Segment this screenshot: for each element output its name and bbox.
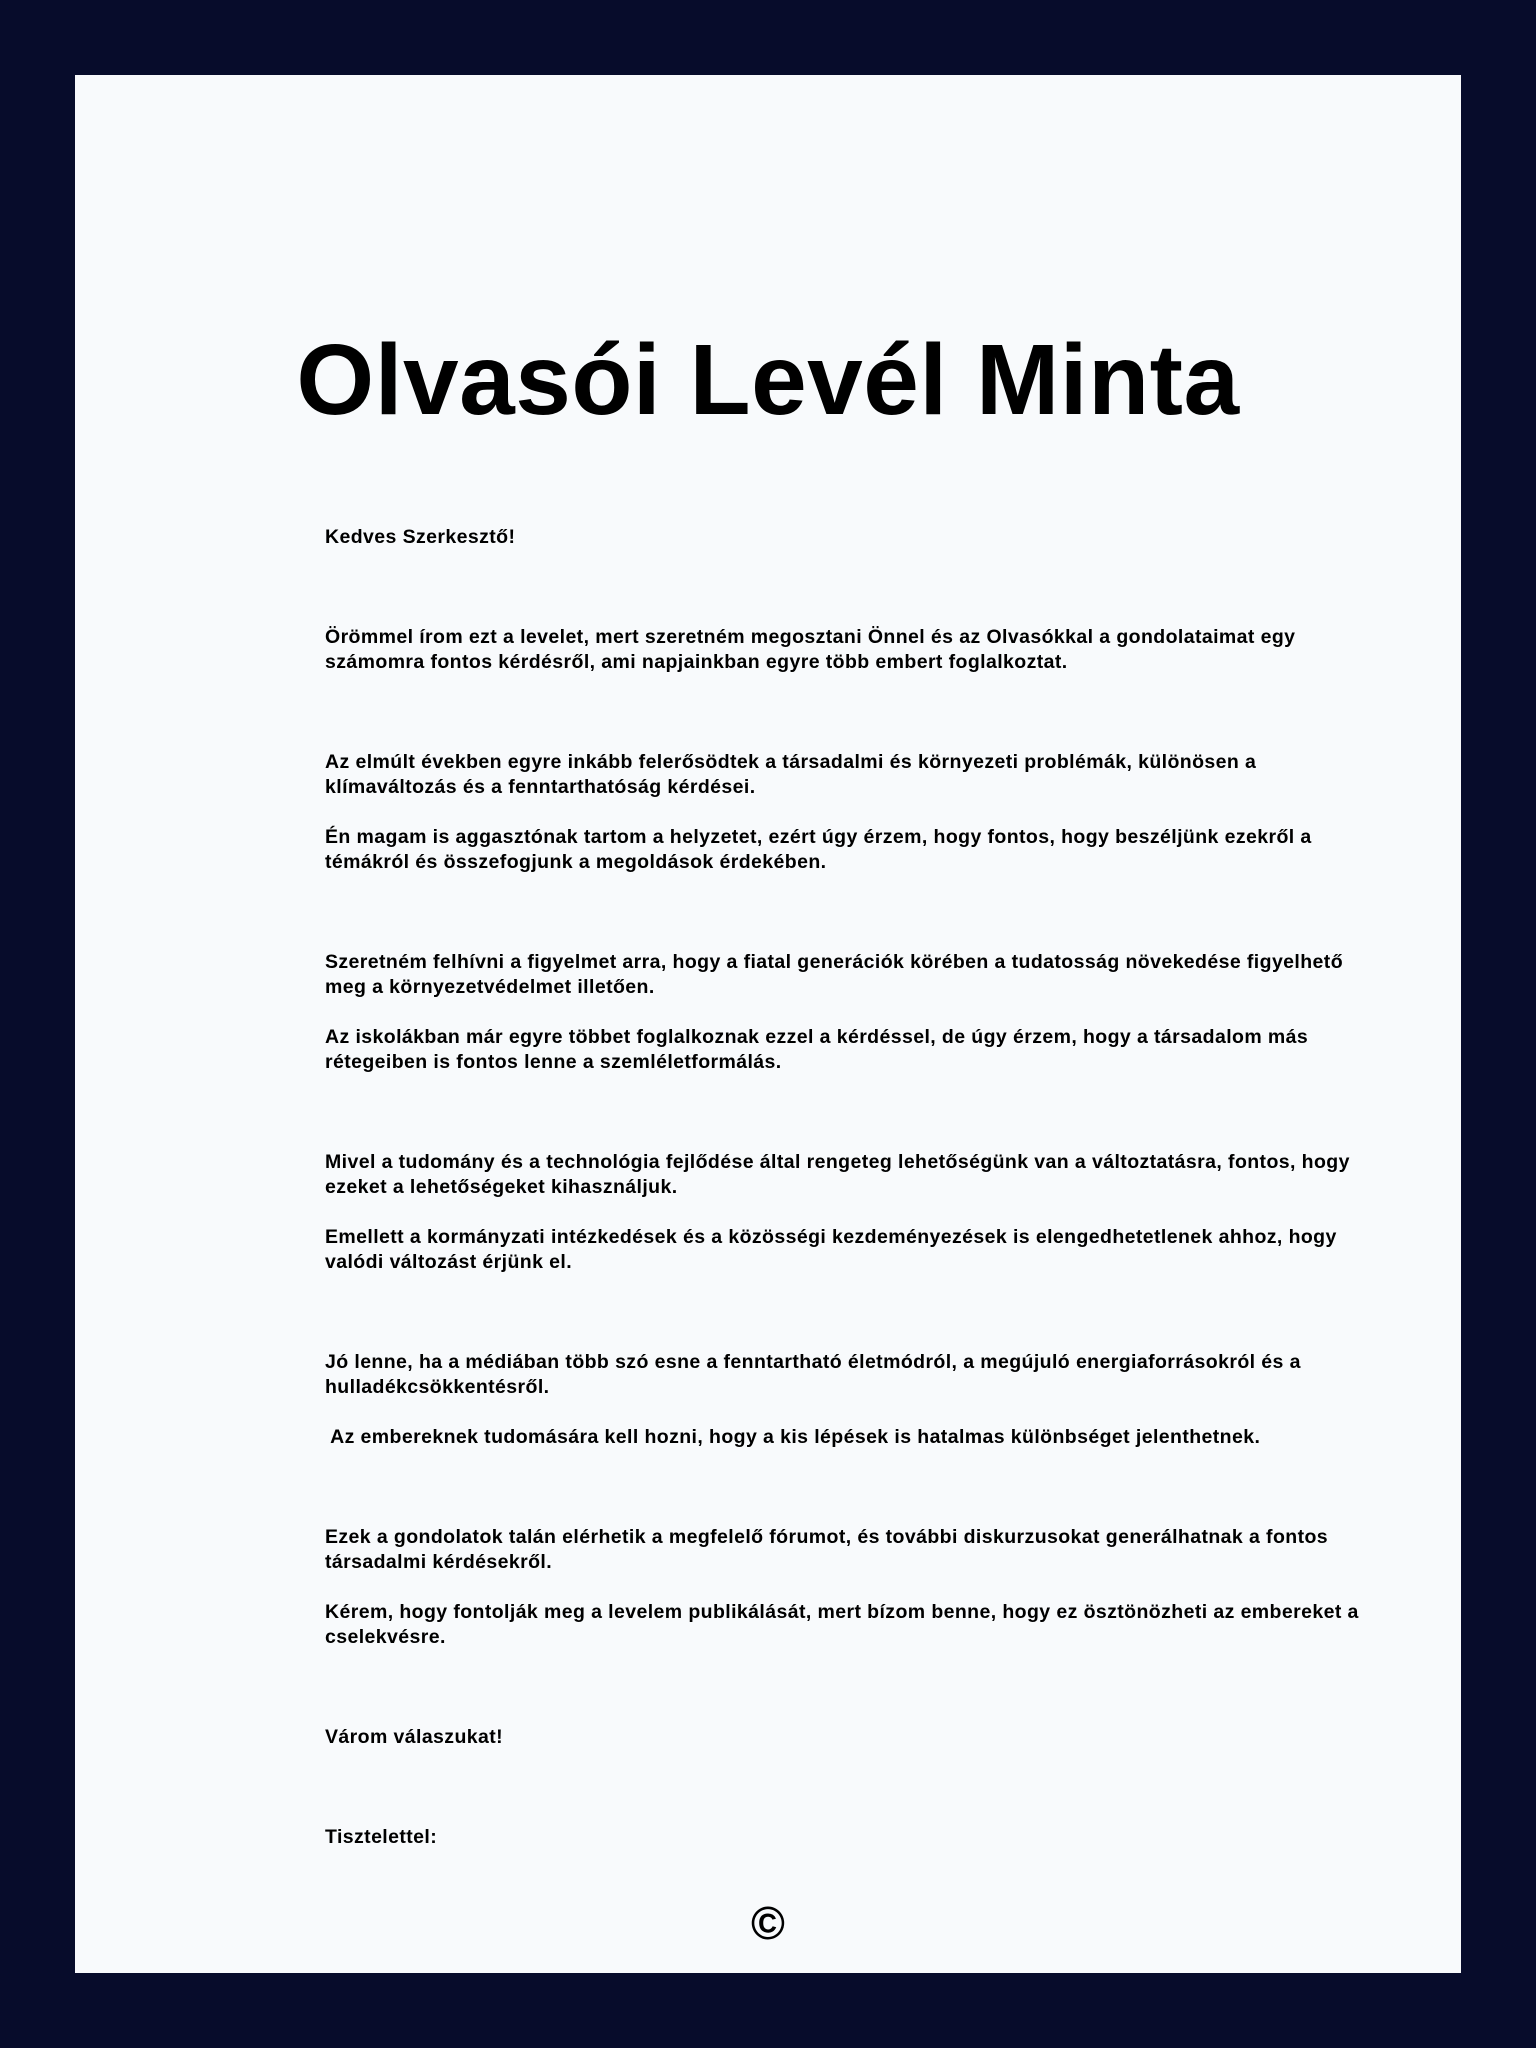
copyright-footer bbox=[75, 1897, 1461, 1949]
letter-paragraph: Én magam is aggasztónak tartom a helyzetet, ezért úgy érzem, hogy fontos, hogy beszéljünk ezekről a témákról és összefogjunk a megoldások érdekében. bbox=[325, 826, 1312, 873]
letter-paragraph: Szeretném felhívni a figyelmet arra, hogy a fiatal generációk körében a tudatosság növekedése figyelhető meg a környezetvédelmet illetően. bbox=[325, 951, 1344, 998]
letter-greeting: Kedves Szerkesztő! bbox=[325, 526, 516, 548]
letter-page bbox=[75, 75, 1461, 1973]
page-title: Olvasói Levél Minta bbox=[296, 324, 1240, 436]
letter-paragraph: Ezek a gondolatok talán elérhetik a megfelelő fórumot, és további diskurzusokat generálhatnak a fontos társadalmi kérdésekről. bbox=[325, 1526, 1329, 1573]
letter-closing: Várom válaszukat! bbox=[325, 1726, 504, 1748]
letter-paragraph: Az iskolákban már egyre többet foglalkoznak ezzel a kérdéssel, de úgy érzem, hogy a társadalom más rétegeiben is fontos lenne a szemléletformálás. bbox=[325, 1026, 1309, 1073]
letter-paragraph: Emellett a kormányzati intézkedések és a közösségi kezdeményezések is elengedhetetlenek ahhoz, hogy valódi változást érjünk el. bbox=[325, 1226, 1337, 1273]
letter-paragraph: Jó lenne, ha a médiában több szó esne a fenntartható életmódról, a megújuló energiaforrásokról és a hulladékcsökkentésről. bbox=[325, 1351, 1301, 1398]
letter-signoff: Tisztelettel: bbox=[325, 1826, 438, 1848]
letter-paragraph: Mivel a tudomány és a technológia fejlődése által rengeteg lehetőségünk van a változtatásra, fontos, hogy ezeket a lehetőségeket kihasználjuk. bbox=[325, 1151, 1350, 1198]
letter-paragraph: Örömmel írom ezt a levelet, mert szeretném megosztani Önnel és az Olvasókkal a gondolataimat egy számomra fontos kérdésről, ami napjainkban egyre több embert foglalkoztat. bbox=[325, 626, 1296, 673]
letter-paragraph: Kérem, hogy fontolják meg a levelem publikálását, mert bízom benne, hogy ez ösztönözheti az embereket a cselekvésre. bbox=[325, 1601, 1359, 1648]
letter-paragraph: Az embereknek tudomására kell hozni, hogy a kis lépések is hatalmas különbséget jelenthetnek. bbox=[325, 1426, 1261, 1448]
letter-paragraph: Az elmúlt években egyre inkább felerősödtek a társadalmi és környezeti problémák, különösen a klímaváltozás és a fenntarthatóság kérdései. bbox=[325, 751, 1257, 798]
copyright-icon: © bbox=[751, 1897, 785, 1949]
letter-body bbox=[325, 525, 1365, 1850]
